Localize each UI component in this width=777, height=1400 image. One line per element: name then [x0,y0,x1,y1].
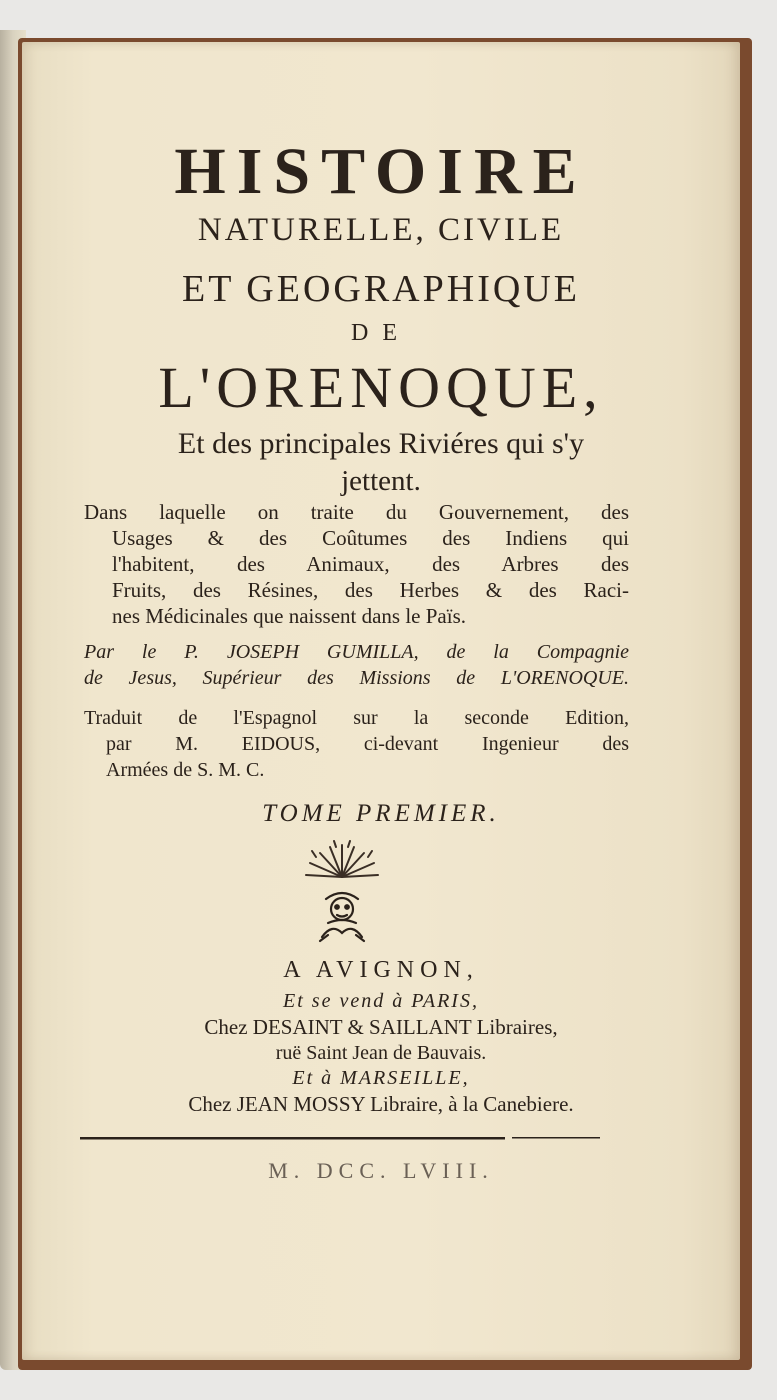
author-paragraph [84,639,629,691]
publication-date: M. DCC. LVIII. [268,1158,494,1183]
imprint-sold-paris: Et se vend à PARIS, [283,990,479,1012]
subtitle-jettent: jettent. [341,465,421,497]
imprint-bookseller-1: Chez DESAINT & SAILLANT Libraires, [204,1015,558,1039]
description-line: Fruits, des Résines, des Herbes & des Raci- [112,578,629,602]
title-de: DE [351,320,411,346]
translation-paragraph [84,705,629,783]
author-line: de Jesus, Supérieur des Missions de L'ORENOQUE. [84,667,629,689]
translation-line: Traduit de l'Espagnol sur la seconde Edition, [84,707,629,729]
subtitle-rivieres: Et des principales Riviéres qui s'y [177,427,585,460]
description-line: Dans laquelle on traite du Gouvernement, des [84,500,629,524]
tome-label: TOME PREMIER. [262,800,500,827]
description-paragraph [84,499,629,629]
description-line: Usages & des Coûtumes des Indiens qui [112,526,629,550]
description-line: l'habitent, des Animaux, des Arbres des [112,552,629,576]
author-line: Par le P. JOSEPH GUMILLA, de la Compagnie [84,641,629,663]
imprint-sold-marseille: Et à MARSEILLE, [292,1067,470,1089]
title-page [22,42,740,1360]
translation-line: par M. EIDOUS, ci-devant Ingenieur des [106,733,629,755]
title-histoire: HISTOIRE [174,135,588,208]
title-orenoque: L'ORENOQUE, [158,355,604,420]
translation-line: Armées de S. M. C. [106,759,265,781]
printers-ornament-icon [292,837,392,952]
imprint-bookseller-2: Chez JEAN MOSSY Libraire, à la Canebiere. [188,1092,574,1116]
title-naturelle-civile: NATURELLE, CIVILE [197,212,565,248]
imprint-address: ruë Saint Jean de Bauvais. [275,1042,487,1064]
double-rule-divider [80,1136,600,1142]
description-line: nes Médicinales que naissent dans le Païs. [112,604,467,628]
title-geographique: ET GEOGRAPHIQUE [182,268,580,310]
imprint-city: A AVIGNON, [283,957,479,983]
